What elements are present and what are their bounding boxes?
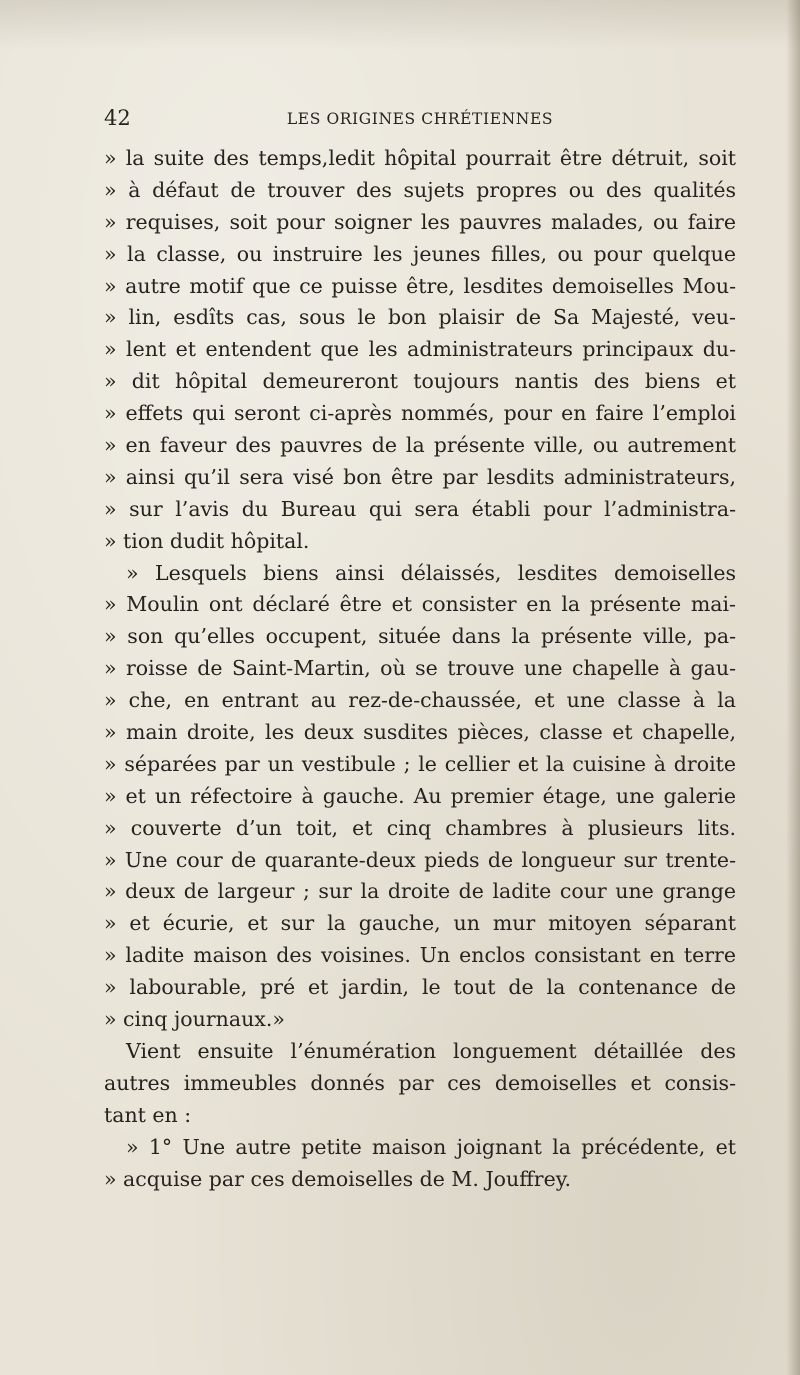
page-number: 42 <box>104 106 131 130</box>
running-title: LES ORIGINES CHRÉTIENNES <box>286 110 554 128</box>
text-line: » ainsi qu’il sera visé bon être par lesdits administrateurs, <box>104 464 736 489</box>
text-line: » autre motif que ce puisse être, lesdites demoiselles Mou- <box>104 273 736 298</box>
running-header <box>104 104 736 132</box>
body-text <box>104 143 736 1195</box>
text-line: » Moulin ont déclaré être et consister en la présente mai- <box>104 592 736 617</box>
text-line: » sur l’avis du Bureau qui sera établi pour l’administra- <box>104 496 736 521</box>
paragraph-start-line: Vient ensuite l’énumération longuement détaillée des <box>126 1038 736 1063</box>
text-line: » et écurie, et sur la gauche, un mur mitoyen séparant <box>104 911 736 936</box>
text-line: » cinq journaux.» <box>104 1007 285 1032</box>
text-line: » labourable, pré et jardin, le tout de la contenance de <box>104 975 736 1000</box>
text-line: » la classe, ou instruire les jeunes filles, ou pour quelque <box>104 241 736 266</box>
text-line: tant en : <box>104 1102 192 1127</box>
text-line: » effets qui seront ci-après nommés, pour en faire l’emploi <box>104 401 736 426</box>
paragraph-start-line: » Lesquels biens ainsi délaissés, lesdites demoiselles <box>126 560 736 585</box>
text-line: » à défaut de trouver des sujets propres ou des qualités <box>104 177 736 202</box>
text-line: » et un réfectoire à gauche. Au premier étage, une galerie <box>104 783 736 808</box>
text-line: » main droite, les deux susdites pièces, classe et chapelle, <box>104 720 736 745</box>
text-line: » séparées par un vestibule ; le cellier et la cuisine à droite <box>104 751 736 776</box>
paragraph-start-line: » 1° Une autre petite maison joignant la précédente, et <box>126 1134 736 1159</box>
text-line: » Une cour de quarante-deux pieds de longueur sur trente- <box>104 847 736 872</box>
text-line: » ladite maison des voisines. Un enclos consistant en terre <box>104 943 736 968</box>
text-line: » roisse de Saint-Martin, où se trouve une chapelle à gau- <box>104 656 736 681</box>
text-line: » acquise par ces demoiselles de M. Jouffrey. <box>104 1166 572 1191</box>
text-line: » lent et entendent que les administrateurs principaux du- <box>104 337 736 362</box>
text-line: » en faveur des pauvres de la présente ville, ou autrement <box>104 433 736 458</box>
text-line: » che, en entrant au rez-de-chaussée, et une classe à la <box>104 688 736 713</box>
text-line: » tion dudit hôpital. <box>104 528 310 553</box>
text-line: autres immeubles donnés par ces demoiselles et consis- <box>104 1070 736 1095</box>
text-line: » son qu’elles occupent, située dans la présente ville, pa- <box>104 624 736 649</box>
text-line: » couverte d’un toit, et cinq chambres à plusieurs lits. <box>104 815 736 840</box>
text-line: » lin, esdîts cas, sous le bon plaisir de Sa Majesté, veu- <box>104 305 736 330</box>
text-line: » requises, soit pour soigner les pauvres malades, ou faire <box>104 209 736 234</box>
text-line: » dit hôpital demeureront toujours nantis des biens et <box>104 369 736 394</box>
text-line: » la suite des temps,ledit hôpital pourrait être détruit, soit <box>104 146 736 170</box>
text-line: » deux de largeur ; sur la droite de ladite cour une grange <box>104 879 736 904</box>
